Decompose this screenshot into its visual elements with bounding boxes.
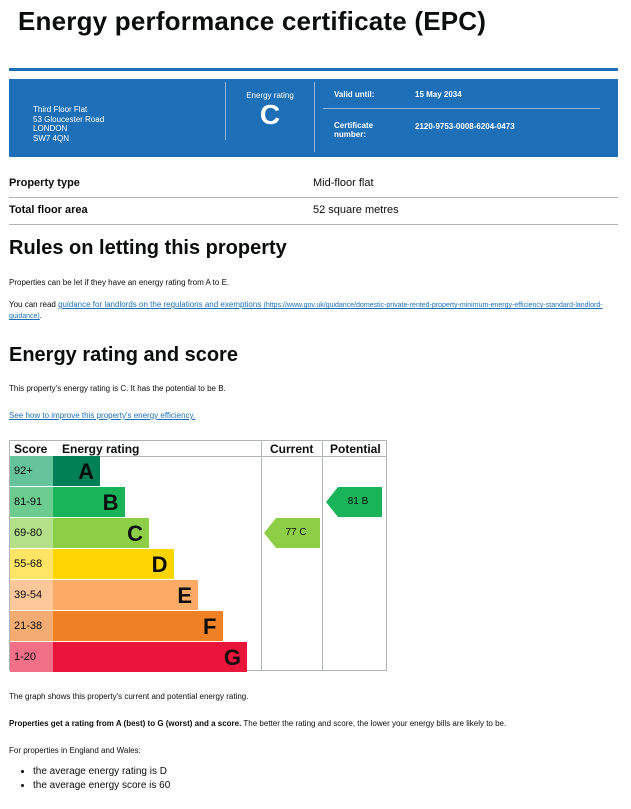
address-line: Third Floor Flat [33,105,88,114]
certificate-summary-banner [9,79,618,157]
rating-summary-text: This property's energy rating is C. It has the potential to be B. [9,384,226,393]
address-line: SW7 4QN [33,133,70,143]
graph-header-potential: Potential [330,442,381,456]
band-letter: B [102,490,119,515]
band-score: 21-38 [10,611,53,641]
list-item: • the average energy score is 60 [33,779,170,793]
band-score: 69-80 [10,518,53,548]
improve-efficiency-link[interactable]: See how to improve this property's energy efficiency. [9,411,196,420]
band-bar [53,518,149,548]
valid-until-value: 15 May 2034 [415,90,462,99]
rating-explanation [9,719,619,728]
guidance-link-text[interactable]: guidance for landlords on the regulations and exemptions [58,300,262,309]
address-line: 53 Gloucester Road [33,114,105,124]
rules-text: Properties can be let if they have an energy rating from A to E. [9,278,230,287]
band-bar [53,487,125,517]
page-title: Energy performance certificate (EPC) [18,6,487,36]
energy-score-heading: Energy rating and score [9,344,238,366]
band-score: 81-91 [10,487,53,517]
band-score: 92+ [10,456,53,486]
band-letter: A [78,459,94,484]
energy-rating-label: Energy rating [246,91,294,100]
rating-explanation-rest: The better the rating and score, the lower your energy bills are likely to be. [241,719,507,728]
band-letter: F [203,614,217,639]
guidance-link[interactable] [9,300,603,320]
rating-explanation-bold: Properties get a rating from A (best) to G (worst) and a score. [9,719,242,728]
address-line: LONDON [33,124,68,133]
band-score: 1-20 [10,642,53,672]
graph-note: The graph shows this property's current and potential energy rating. [9,692,249,701]
current-rating-arrow-label: 77 C [285,527,307,538]
property-address [33,105,104,143]
england-wales-note: For properties in England and Wales: [9,746,141,755]
graph-header-score: Score [14,442,48,456]
band-bar [53,549,174,579]
band-letter: C [127,521,143,546]
band-bar [53,611,223,641]
graph-column-divider [261,441,262,670]
band-score: 39-54 [10,580,53,610]
banner-divider [314,82,315,152]
floor-area-label: Total floor area [9,204,88,216]
guidance-prefix: You can read [9,300,59,309]
certificate-number-value: 2120-9753-0008-6204-0473 [415,122,515,131]
band-score: 55-68 [10,549,53,579]
property-type-label: Property type [9,177,80,189]
band-letter: E [177,583,192,608]
average-ratings-list [9,765,170,793]
band-bar [53,642,247,672]
band-bar [53,580,198,610]
floor-area-value: 52 square metres [313,204,399,216]
guidance-link-url[interactable]: (https://www.gov.uk/guidance/domestic-private-rented-property-minimum-energy-efficiency-standard-landlord-guidance) [9,302,603,320]
graph-header-energy-rating: Energy rating [62,442,140,456]
banner-row-divider [323,108,600,109]
band-letter: G [223,645,241,670]
energy-rating-graph [9,440,387,671]
potential-rating-arrow [326,487,382,517]
property-type-value: Mid-floor flat [313,177,374,189]
guidance-suffix: . [39,311,42,320]
list-item: • the average energy rating is D [33,765,170,779]
certificate-number-label: Certificate number: [334,121,374,139]
floor-area-row [9,198,618,225]
band-letter: D [151,552,168,577]
graph-column-divider [322,441,323,670]
title-divider [9,68,618,71]
rules-heading: Rules on letting this property [9,237,287,259]
current-rating-arrow [264,518,320,548]
energy-rating-letter: C [259,99,281,130]
band-bar [53,456,100,486]
guidance-paragraph [9,300,619,322]
potential-rating-arrow-label: 81 B [347,496,369,507]
banner-divider [225,82,226,140]
property-type-row [9,171,618,198]
graph-header-current: Current [270,442,314,456]
valid-until-label: Valid until: [334,90,375,99]
